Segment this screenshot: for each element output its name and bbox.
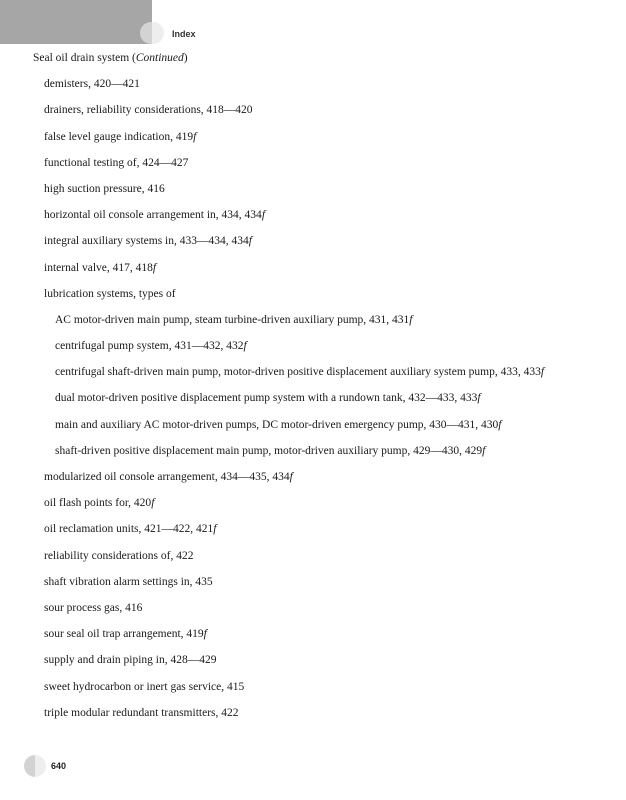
page-number: 640 xyxy=(51,761,67,771)
index-entry xyxy=(33,625,613,651)
running-header-label: Index xyxy=(172,29,196,39)
entry-text: horizontal oil console arrangement in, 434, 434 xyxy=(44,209,262,222)
figure-suffix: f xyxy=(289,471,293,483)
figure-suffix: f xyxy=(498,418,502,431)
entry-text: triple modular redundant transmitters, 422 xyxy=(44,706,239,719)
figure-suffix: f xyxy=(409,313,413,326)
index-entry xyxy=(33,520,613,546)
index-entry xyxy=(33,259,613,285)
index-subentry xyxy=(33,416,613,442)
index-entry xyxy=(33,180,613,206)
index-subentry xyxy=(33,442,613,468)
index-entry xyxy=(33,128,613,154)
footer-tab-marker xyxy=(24,755,46,777)
index-entry xyxy=(33,494,613,520)
index-entry xyxy=(33,154,613,180)
figure-suffix: f xyxy=(482,444,486,457)
index-entry xyxy=(33,704,613,730)
index-entry xyxy=(33,75,613,101)
entry-text: reliability considerations of, 422 xyxy=(44,549,194,562)
index-heading xyxy=(33,49,613,75)
figure-suffix: f xyxy=(540,366,545,379)
header-bar xyxy=(0,0,152,44)
index-entry xyxy=(33,547,613,573)
header-tab-marker xyxy=(140,22,164,44)
index-content xyxy=(33,49,613,730)
entry-text: modularized oil console arrangement, 434—435, 434 xyxy=(44,471,290,483)
index-entry xyxy=(33,678,613,704)
figure-suffix: f xyxy=(248,235,252,248)
entry-text: sour seal oil trap arrangement, 419 xyxy=(44,628,204,641)
index-entry-list xyxy=(33,75,613,730)
entry-text: integral auxiliary systems in, 433—434, 434 xyxy=(44,235,249,248)
index-subentry xyxy=(33,389,613,415)
entry-text: main and auxiliary AC motor-driven pumps, DC motor-driven emergency pump, 430—431, 430 xyxy=(55,418,499,431)
index-entry xyxy=(33,285,613,311)
figure-suffix: f xyxy=(203,628,207,641)
index-entry xyxy=(33,101,613,127)
entry-text: centrifugal shaft-driven main pump, motor-driven positive displacement auxiliary system pump, 433, 433 xyxy=(55,366,541,379)
entry-text: AC motor-driven main pump, steam turbine-driven auxiliary pump, 431, 431 xyxy=(55,313,410,326)
index-entry xyxy=(33,206,613,232)
figure-suffix: f xyxy=(152,261,157,274)
index-subentry xyxy=(33,311,613,337)
entry-text: sweet hydrocarbon or inert gas service, 415 xyxy=(44,680,245,693)
entry-text: supply and drain piping in, 428—429 xyxy=(44,654,217,667)
entry-text: shaft-driven positive displacement main pump, motor-driven auxiliary pump, 429—430, 429 xyxy=(55,444,483,457)
entry-text: demisters, 420—421 xyxy=(44,78,140,91)
entry-text: functional testing of, 424—427 xyxy=(44,156,189,169)
entry-text: internal valve, 417, 418 xyxy=(44,261,153,274)
index-entry xyxy=(33,232,613,258)
index-subentry xyxy=(33,337,613,363)
figure-suffix: f xyxy=(213,523,217,536)
index-entry xyxy=(33,599,613,625)
heading-text: Seal oil drain system ( xyxy=(33,52,136,64)
index-subentry xyxy=(33,363,613,389)
figure-suffix: f xyxy=(477,392,481,405)
entry-text: false level gauge indication, 419 xyxy=(44,130,194,143)
entry-text: centrifugal pump system, 431—432, 432 xyxy=(55,340,244,353)
entry-text: lubrication systems, types of xyxy=(44,287,176,300)
entry-text: oil reclamation units, 421—422, 421 xyxy=(44,523,214,536)
entry-text: high suction pressure, 416 xyxy=(44,182,165,195)
entry-text: sour process gas, 416 xyxy=(44,601,143,614)
entry-text: drainers, reliability considerations, 418—420 xyxy=(44,104,253,117)
entry-text: dual motor-driven positive displacement pump system with a rundown tank, 432—433, 433 xyxy=(55,392,478,405)
entry-text: oil flash points for, 420 xyxy=(44,497,152,510)
figure-suffix: f xyxy=(261,209,266,222)
index-entry xyxy=(33,573,613,599)
heading-italic: Continued xyxy=(135,52,184,64)
index-entry xyxy=(33,651,613,677)
figure-suffix: f xyxy=(243,340,247,353)
heading-close: ) xyxy=(183,52,188,64)
entry-text: shaft vibration alarm settings in, 435 xyxy=(44,575,213,588)
figure-suffix: f xyxy=(193,130,197,143)
figure-suffix: f xyxy=(151,497,155,510)
index-entry xyxy=(33,468,613,494)
